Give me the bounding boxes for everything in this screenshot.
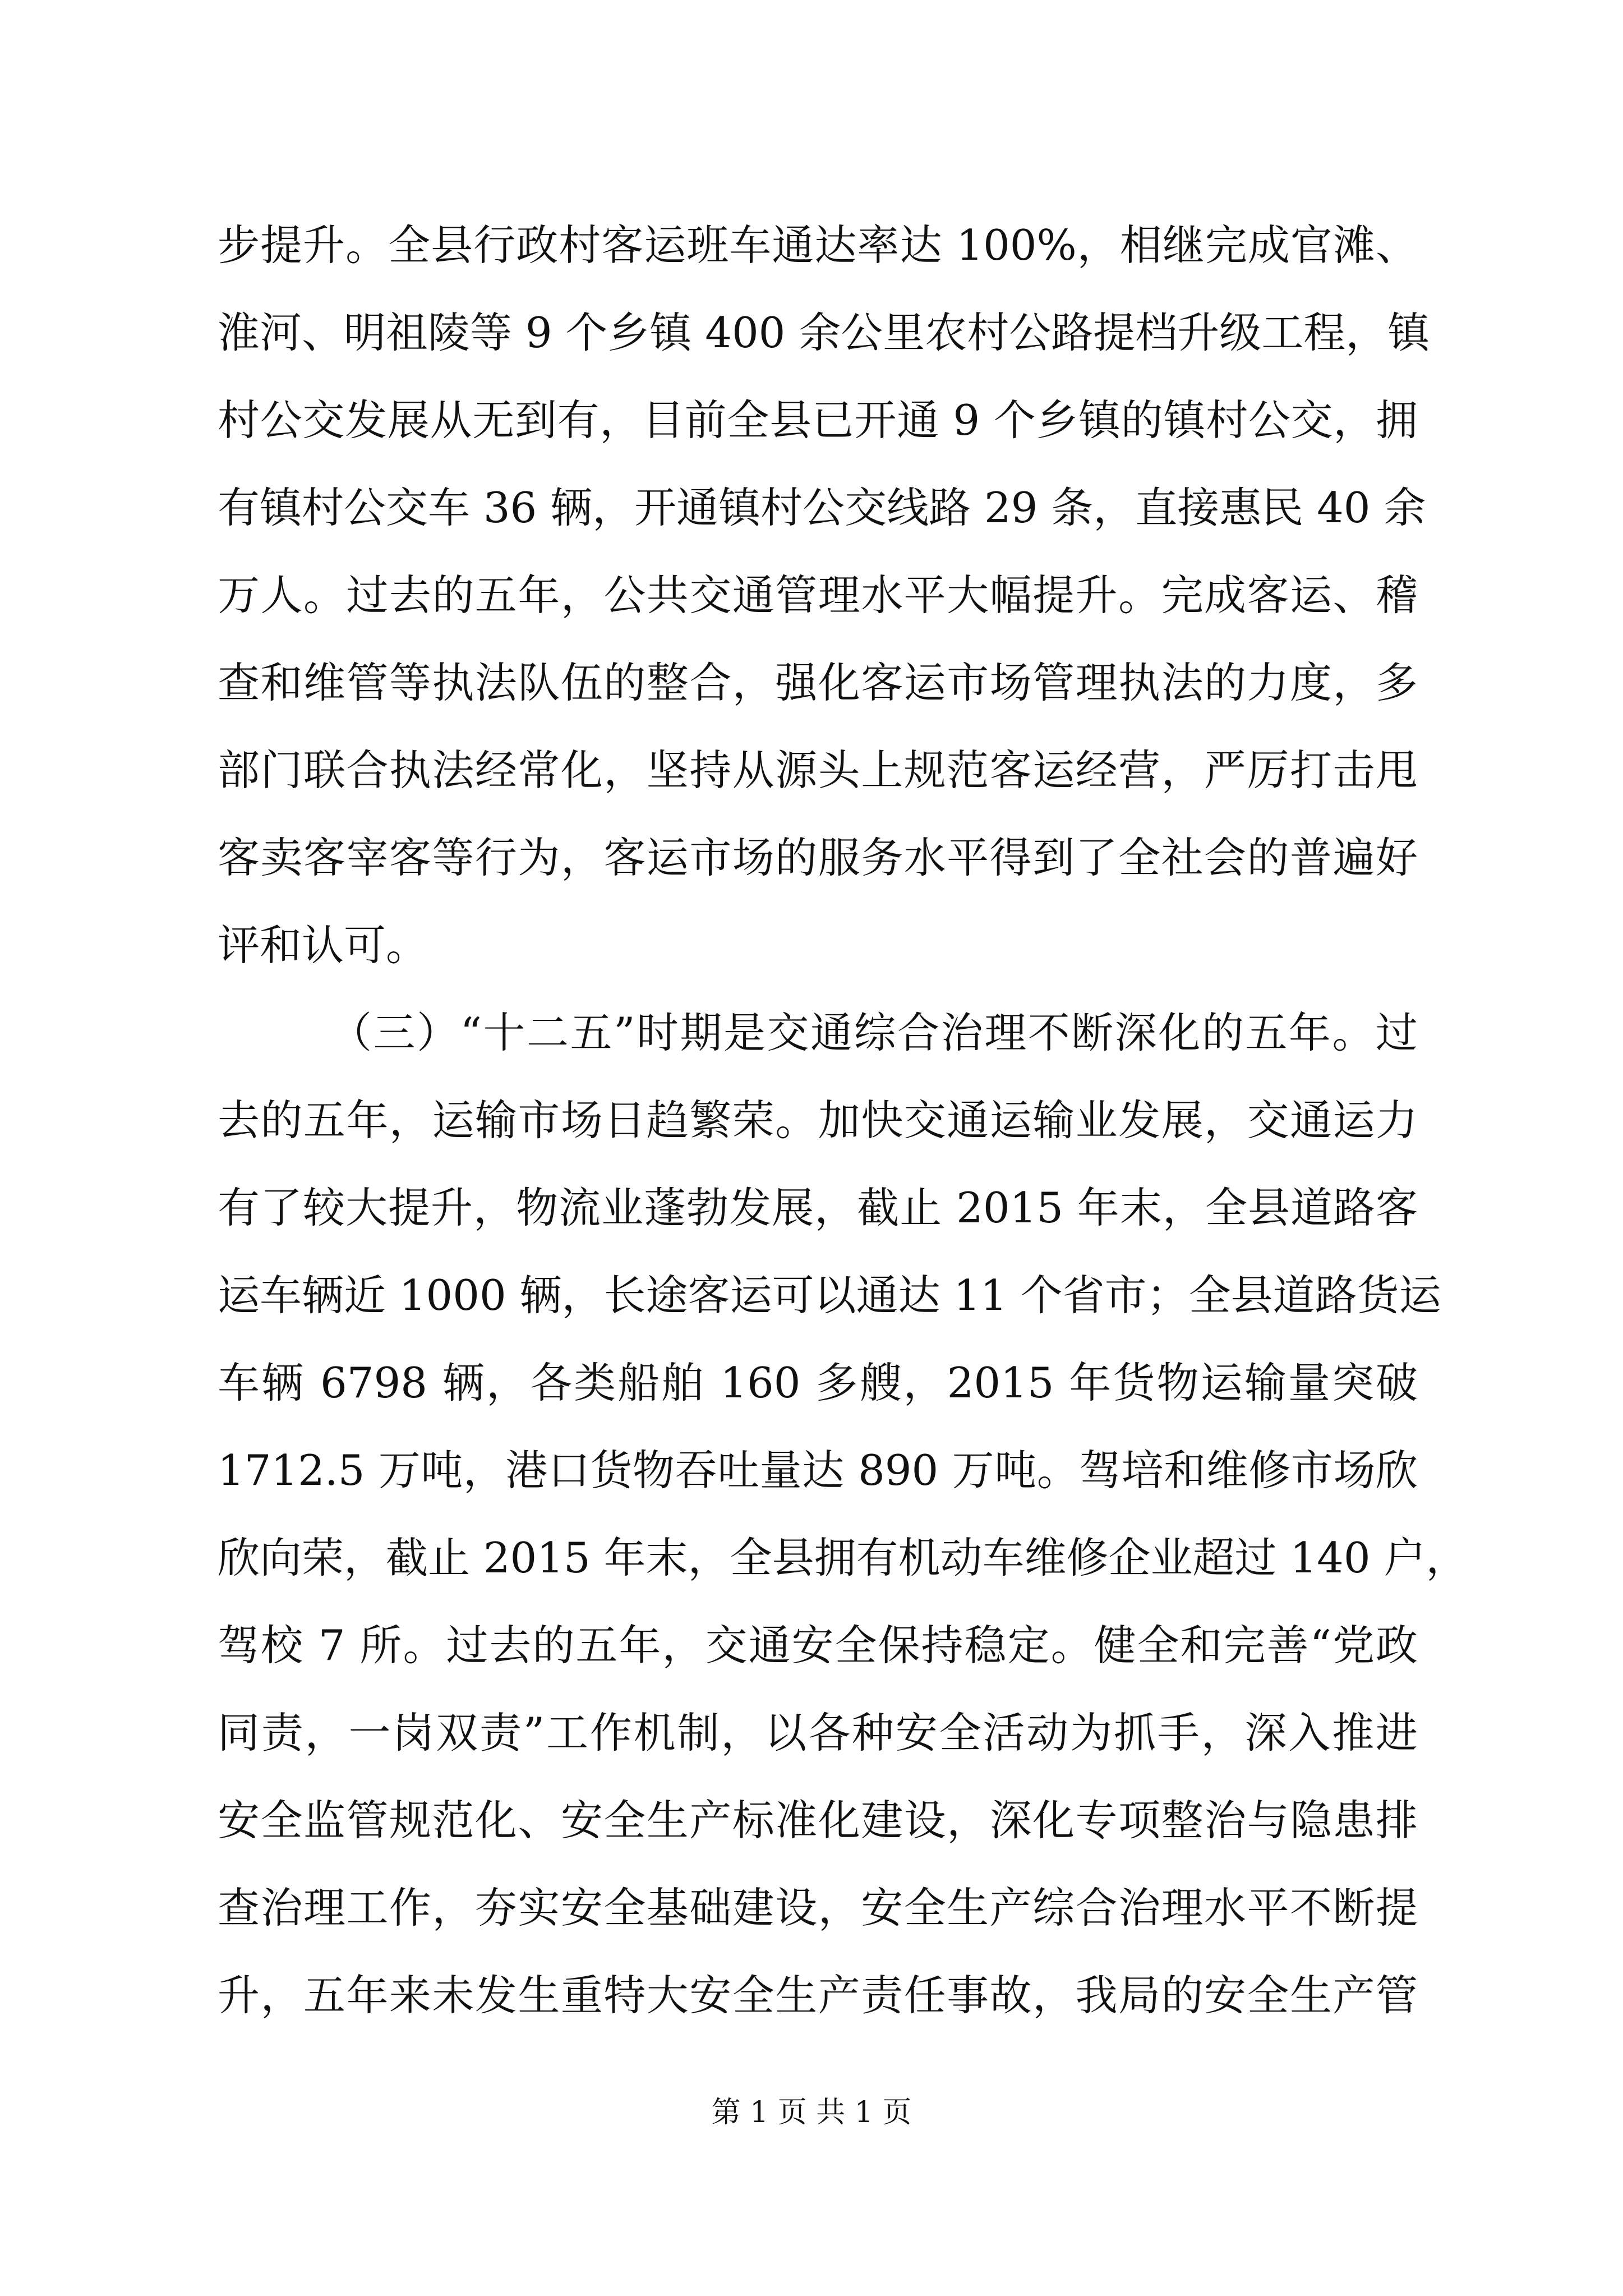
body-text [218, 220, 1468, 2062]
text-line: 查治理工作，夯实安全基础建设，安全生产综合治理水平不断提 [218, 1883, 1418, 1932]
text-line: 查和维管等执法队伍的整合，强化客运市场管理执法的力度，多 [218, 658, 1418, 707]
text-line: 运车辆近 1000 辆，长途客运可以通达 11 个省市；全县道路货运 [218, 1271, 1441, 1320]
text-line: 同责，一岗双责”工作机制，以各种安全活动为抓手，深入推进 [218, 1708, 1418, 1757]
text-line: 车辆 6798 辆，各类船舶 160 多艘，2015 年货物运输量突破 [218, 1358, 1418, 1407]
text-line: 1712.5 万吨，港口货物吞吐量达 890 万吨。驾培和维修市场欣 [218, 1446, 1418, 1495]
page-footer: 第 1 页 共 1 页 [711, 2096, 912, 2129]
text-line: 去的五年，运输市场日趋繁荣。加快交通运输业发展，交通运力 [218, 1096, 1418, 1145]
text-line: 淮河、明祖陵等 9 个乡镇 400 余公里农村公路提档升级工程，镇 [218, 308, 1430, 357]
text-line: 步提升。全县行政村客运班车通达率达 100%，相继完成官滩、 [218, 220, 1418, 270]
text-line: 驾校 7 所。过去的五年，交通安全保持稳定。健全和完善“党政 [218, 1621, 1418, 1670]
text-line: 部门联合执法经常化，坚持从源头上规范客运经营，严厉打击甩 [218, 746, 1418, 795]
text-line: 村公交发展从无到有，目前全县已开通 9 个乡镇的镇村公交，拥 [218, 395, 1418, 445]
text-line: 客卖客宰客等行为，客运市场的服务水平得到了全社会的普遍好 [218, 833, 1418, 882]
text-line: 评和认可。 [218, 921, 428, 970]
text-line: 升，五年来未发生重特大安全生产责任事故，我局的安全生产管 [218, 1971, 1418, 2020]
text-line: 万人。过去的五年，公共交通管理水平大幅提升。完成客运、稽 [218, 570, 1418, 620]
text-line: 安全监管规范化、安全生产标准化建设，深化专项整治与隐患排 [218, 1796, 1418, 1845]
text-line: 有镇村公交车 36 辆，开通镇村公交线路 29 条，直接惠民 40 余 [218, 483, 1426, 532]
text-line: 欣向荣，截止 2015 年末，全县拥有机动车维修企业超过 140 户， [218, 1533, 1468, 1582]
text-line: 有了较大提升，物流业蓬勃发展，截止 2015 年末，全县道路客 [218, 1183, 1418, 1232]
section-heading-line: （三）“十二五”时期是交通综合治理不断深化的五年。过 [330, 1008, 1418, 1057]
